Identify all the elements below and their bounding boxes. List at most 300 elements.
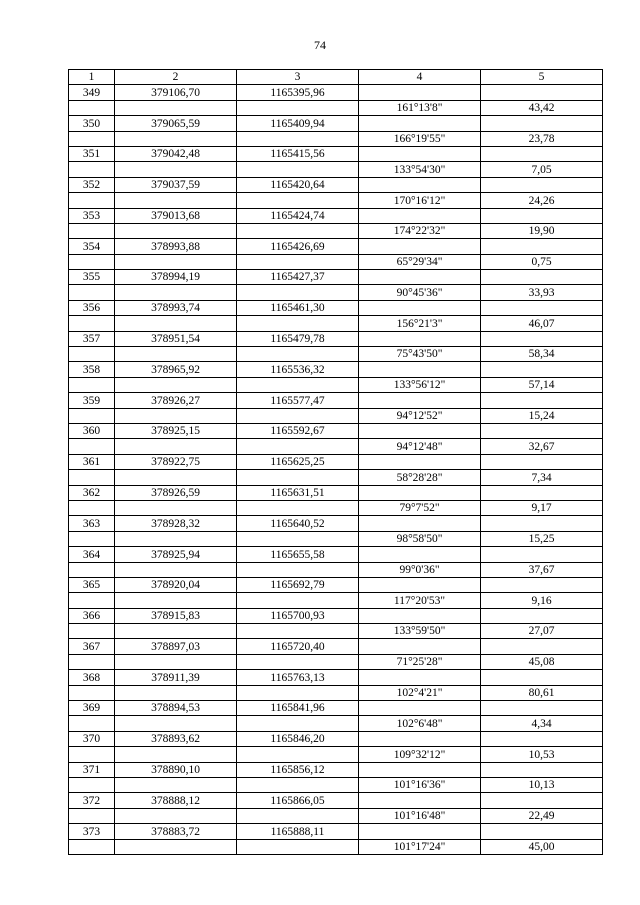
table-row — [69, 300, 603, 315]
table-cell-col-5: 57,14 — [481, 377, 603, 392]
table-cell-col-3 — [237, 808, 359, 823]
table-row — [69, 793, 603, 808]
table-cell-col-2: 378993,74 — [115, 300, 237, 315]
table-cell-col-1 — [69, 716, 115, 731]
table-cell-col-3: 1165625,25 — [237, 454, 359, 469]
table-cell-col-3 — [237, 439, 359, 454]
table-cell-col-5 — [481, 239, 603, 254]
table-cell-col-4 — [359, 701, 481, 716]
table-row — [69, 177, 603, 192]
table-cell-col-3: 1165866,05 — [237, 793, 359, 808]
table-row — [69, 747, 603, 762]
table-cell-col-1 — [69, 408, 115, 423]
table-body — [69, 85, 603, 855]
table-row — [69, 208, 603, 223]
table-cell-col-5 — [481, 547, 603, 562]
table-cell-col-2: 378915,83 — [115, 608, 237, 623]
table-cell-col-2 — [115, 624, 237, 639]
table-cell-col-1: 349 — [69, 85, 115, 100]
table-row — [69, 146, 603, 161]
page-number: 74 — [314, 38, 326, 52]
table-cell-col-4: 65°29'34" — [359, 254, 481, 269]
table-cell-col-3 — [237, 562, 359, 577]
table-cell-col-5 — [481, 208, 603, 223]
table-cell-col-3: 1165426,69 — [237, 239, 359, 254]
table-cell-col-3 — [237, 100, 359, 115]
table-cell-col-5 — [481, 824, 603, 839]
table-cell-col-3: 1165631,51 — [237, 485, 359, 500]
table-cell-col-2: 378993,88 — [115, 239, 237, 254]
table-cell-col-5: 23,78 — [481, 131, 603, 146]
table-row — [69, 362, 603, 377]
table-cell-col-1 — [69, 254, 115, 269]
table-cell-col-2 — [115, 562, 237, 577]
table-cell-col-1: 370 — [69, 731, 115, 746]
table-row — [69, 223, 603, 238]
table-row — [69, 808, 603, 823]
table-cell-col-4: 166°19'55" — [359, 131, 481, 146]
table-cell-col-3 — [237, 347, 359, 362]
table-cell-col-5: 15,25 — [481, 531, 603, 546]
table-row — [69, 239, 603, 254]
table-cell-col-1 — [69, 377, 115, 392]
table-cell-col-3 — [237, 839, 359, 854]
table-cell-col-3 — [237, 408, 359, 423]
table-cell-col-3 — [237, 593, 359, 608]
table-cell-col-5: 19,90 — [481, 223, 603, 238]
table-cell-col-3 — [237, 316, 359, 331]
table-row — [69, 162, 603, 177]
table-cell-col-1: 350 — [69, 116, 115, 131]
table-cell-col-5 — [481, 270, 603, 285]
table-row — [69, 716, 603, 731]
table-cell-col-2: 378890,10 — [115, 762, 237, 777]
table-cell-col-5: 46,07 — [481, 316, 603, 331]
table-row — [69, 470, 603, 485]
table-cell-col-5 — [481, 701, 603, 716]
table-row — [69, 577, 603, 592]
table-row — [69, 454, 603, 469]
table-cell-col-2: 379042,48 — [115, 146, 237, 161]
table-cell-col-5: 58,34 — [481, 347, 603, 362]
table-cell-col-4 — [359, 423, 481, 438]
table-cell-col-1 — [69, 624, 115, 639]
table-cell-col-5: 9,17 — [481, 500, 603, 515]
table-cell-col-1: 352 — [69, 177, 115, 192]
table-cell-col-4 — [359, 393, 481, 408]
table-cell-col-3: 1165577,47 — [237, 393, 359, 408]
table-cell-col-4 — [359, 793, 481, 808]
table-cell-col-2: 379065,59 — [115, 116, 237, 131]
table-cell-col-2 — [115, 716, 237, 731]
table-cell-col-2: 378894,53 — [115, 701, 237, 716]
table-cell-col-1: 361 — [69, 454, 115, 469]
table-cell-col-3: 1165461,30 — [237, 300, 359, 315]
table-cell-col-2: 378951,54 — [115, 331, 237, 346]
table-cell-col-2 — [115, 377, 237, 392]
table-row — [69, 531, 603, 546]
table-cell-col-5 — [481, 116, 603, 131]
table-cell-col-2 — [115, 808, 237, 823]
table-cell-col-2 — [115, 654, 237, 669]
table-cell-col-5 — [481, 146, 603, 161]
table-row — [69, 408, 603, 423]
table-cell-col-1 — [69, 562, 115, 577]
table-cell-col-2 — [115, 685, 237, 700]
table-cell-col-5 — [481, 516, 603, 531]
table-cell-col-3: 1165655,58 — [237, 547, 359, 562]
table-cell-col-1 — [69, 777, 115, 792]
table-cell-col-5: 7,05 — [481, 162, 603, 177]
table-row — [69, 685, 603, 700]
table-cell-col-5 — [481, 793, 603, 808]
table-cell-col-3: 1165409,94 — [237, 116, 359, 131]
table-cell-col-4 — [359, 824, 481, 839]
table-cell-col-5: 33,93 — [481, 285, 603, 300]
table-cell-col-3: 1165720,40 — [237, 639, 359, 654]
table-cell-col-4 — [359, 454, 481, 469]
table-cell-col-1: 359 — [69, 393, 115, 408]
table-cell-col-1: 369 — [69, 701, 115, 716]
table-cell-col-3 — [237, 685, 359, 700]
table-row — [69, 824, 603, 839]
table-cell-col-2 — [115, 593, 237, 608]
table-cell-col-2 — [115, 100, 237, 115]
table-cell-col-2 — [115, 500, 237, 515]
table-row — [69, 85, 603, 100]
table-row — [69, 485, 603, 500]
table-row — [69, 423, 603, 438]
table-cell-col-4: 99°0'36" — [359, 562, 481, 577]
table-cell-col-3 — [237, 377, 359, 392]
table-row — [69, 347, 603, 362]
coordinates-table — [68, 69, 603, 855]
table-cell-col-1 — [69, 685, 115, 700]
table-cell-col-1 — [69, 347, 115, 362]
table-cell-col-1 — [69, 131, 115, 146]
table-cell-col-4 — [359, 239, 481, 254]
table-cell-col-3 — [237, 654, 359, 669]
table-cell-col-4: 101°16'48" — [359, 808, 481, 823]
table-cell-col-1 — [69, 531, 115, 546]
table-cell-col-3: 1165395,96 — [237, 85, 359, 100]
table-cell-col-2: 378928,32 — [115, 516, 237, 531]
table-cell-col-4: 98°58'50" — [359, 531, 481, 546]
table-cell-col-2 — [115, 439, 237, 454]
table-cell-col-5 — [481, 577, 603, 592]
table-cell-col-3: 1165424,74 — [237, 208, 359, 223]
table-cell-col-1: 362 — [69, 485, 115, 500]
table-cell-col-4 — [359, 85, 481, 100]
table-cell-col-3 — [237, 777, 359, 792]
table-cell-col-1: 353 — [69, 208, 115, 223]
table-row — [69, 839, 603, 854]
table-cell-col-5: 0,75 — [481, 254, 603, 269]
table-cell-col-1: 357 — [69, 331, 115, 346]
table-header-row — [69, 70, 603, 85]
table-cell-col-2: 378926,59 — [115, 485, 237, 500]
table-cell-col-3: 1165592,67 — [237, 423, 359, 438]
table-cell-col-4: 94°12'52" — [359, 408, 481, 423]
table-cell-col-4: 133°59'50" — [359, 624, 481, 639]
table-cell-col-2 — [115, 777, 237, 792]
table-cell-col-2: 379013,68 — [115, 208, 237, 223]
table-cell-col-4: 75°43'50" — [359, 347, 481, 362]
table-cell-col-1: 368 — [69, 670, 115, 685]
table-cell-col-2: 378888,12 — [115, 793, 237, 808]
table-cell-col-2: 379037,59 — [115, 177, 237, 192]
table-cell-col-3: 1165692,79 — [237, 577, 359, 592]
table-cell-col-2: 378893,62 — [115, 731, 237, 746]
table-cell-col-5: 43,42 — [481, 100, 603, 115]
table-cell-col-4 — [359, 608, 481, 623]
table-cell-col-2 — [115, 470, 237, 485]
table-cell-col-2 — [115, 531, 237, 546]
table-cell-col-2 — [115, 131, 237, 146]
table-cell-col-3: 1165536,32 — [237, 362, 359, 377]
table-row — [69, 762, 603, 777]
table-cell-col-5 — [481, 485, 603, 500]
table-cell-col-4 — [359, 731, 481, 746]
table-cell-col-2: 378911,39 — [115, 670, 237, 685]
table-cell-col-4 — [359, 547, 481, 562]
header-col-2: 2 — [115, 70, 237, 85]
table-cell-col-1 — [69, 223, 115, 238]
table-cell-col-1 — [69, 747, 115, 762]
table-cell-col-5 — [481, 300, 603, 315]
table-cell-col-1 — [69, 593, 115, 608]
table-cell-col-4: 79°7'52" — [359, 500, 481, 515]
table-cell-col-5 — [481, 731, 603, 746]
table-cell-col-3 — [237, 254, 359, 269]
table-cell-col-1 — [69, 316, 115, 331]
table-cell-col-5: 24,26 — [481, 193, 603, 208]
table-cell-col-3 — [237, 131, 359, 146]
table-cell-col-1 — [69, 100, 115, 115]
table-cell-col-4: 101°17'24" — [359, 839, 481, 854]
table-cell-col-5 — [481, 639, 603, 654]
table-row — [69, 316, 603, 331]
table-cell-col-1: 364 — [69, 547, 115, 562]
table-cell-col-1: 373 — [69, 824, 115, 839]
table-cell-col-5: 45,00 — [481, 839, 603, 854]
table-cell-col-1 — [69, 193, 115, 208]
table-cell-col-2 — [115, 747, 237, 762]
header-col-5: 5 — [481, 70, 603, 85]
table-cell-col-4 — [359, 639, 481, 654]
table-row — [69, 131, 603, 146]
table-cell-col-4 — [359, 331, 481, 346]
table-row — [69, 731, 603, 746]
table-cell-col-3 — [237, 193, 359, 208]
table-cell-col-3 — [237, 470, 359, 485]
table-cell-col-3: 1165427,37 — [237, 270, 359, 285]
table-cell-col-3: 1165700,93 — [237, 608, 359, 623]
table-cell-col-4: 170°16'12" — [359, 193, 481, 208]
table-cell-col-3: 1165763,13 — [237, 670, 359, 685]
table-row — [69, 777, 603, 792]
table-cell-col-5 — [481, 423, 603, 438]
table-cell-col-3: 1165888,11 — [237, 824, 359, 839]
table-cell-col-2 — [115, 839, 237, 854]
table-cell-col-5: 32,67 — [481, 439, 603, 454]
table-cell-col-2: 378926,27 — [115, 393, 237, 408]
table-cell-col-1 — [69, 839, 115, 854]
table-cell-col-2: 379106,70 — [115, 85, 237, 100]
table-cell-col-5: 45,08 — [481, 654, 603, 669]
table-cell-col-3 — [237, 162, 359, 177]
table-cell-col-1: 371 — [69, 762, 115, 777]
table-cell-col-3: 1165856,12 — [237, 762, 359, 777]
table-cell-col-4 — [359, 516, 481, 531]
header-col-1: 1 — [69, 70, 115, 85]
table-cell-col-1 — [69, 439, 115, 454]
table-cell-col-5 — [481, 670, 603, 685]
table-cell-col-5 — [481, 85, 603, 100]
header-col-4: 4 — [359, 70, 481, 85]
table-cell-col-1 — [69, 808, 115, 823]
table-cell-col-2: 378965,92 — [115, 362, 237, 377]
table-row — [69, 701, 603, 716]
table-row — [69, 608, 603, 623]
table-cell-col-5 — [481, 393, 603, 408]
table-cell-col-3 — [237, 531, 359, 546]
table-cell-col-4: 58°28'28" — [359, 470, 481, 485]
table-cell-col-1 — [69, 470, 115, 485]
table-cell-col-4 — [359, 577, 481, 592]
table-cell-col-3 — [237, 624, 359, 639]
table-cell-col-4: 156°21'3" — [359, 316, 481, 331]
table-cell-col-3 — [237, 500, 359, 515]
table-row — [69, 439, 603, 454]
table-cell-col-1: 355 — [69, 270, 115, 285]
table-cell-col-4: 102°4'21" — [359, 685, 481, 700]
table-cell-col-4 — [359, 670, 481, 685]
table-cell-col-2 — [115, 408, 237, 423]
table-row — [69, 639, 603, 654]
table-cell-col-3: 1165640,52 — [237, 516, 359, 531]
table-cell-col-2: 378925,15 — [115, 423, 237, 438]
table-cell-col-5 — [481, 762, 603, 777]
table-cell-col-5: 4,34 — [481, 716, 603, 731]
table-cell-col-4: 109°32'12" — [359, 747, 481, 762]
table-cell-col-1: 351 — [69, 146, 115, 161]
table-cell-col-3: 1165846,20 — [237, 731, 359, 746]
table-cell-col-1 — [69, 162, 115, 177]
table-cell-col-5: 37,67 — [481, 562, 603, 577]
table-cell-col-4 — [359, 177, 481, 192]
table-cell-col-4: 117°20'53" — [359, 593, 481, 608]
table-cell-col-5: 10,53 — [481, 747, 603, 762]
table-cell-col-4 — [359, 362, 481, 377]
table-cell-col-1: 367 — [69, 639, 115, 654]
table-cell-col-4 — [359, 270, 481, 285]
table-cell-col-1: 354 — [69, 239, 115, 254]
table-cell-col-1 — [69, 285, 115, 300]
table-cell-col-1: 363 — [69, 516, 115, 531]
table-row — [69, 331, 603, 346]
table-cell-col-5: 7,34 — [481, 470, 603, 485]
table-cell-col-2 — [115, 254, 237, 269]
table-row — [69, 500, 603, 515]
table-cell-col-5: 15,24 — [481, 408, 603, 423]
table-cell-col-5: 9,16 — [481, 593, 603, 608]
table-cell-col-5 — [481, 454, 603, 469]
table-cell-col-3: 1165841,96 — [237, 701, 359, 716]
table-cell-col-2 — [115, 162, 237, 177]
table-cell-col-3 — [237, 223, 359, 238]
table-row — [69, 670, 603, 685]
table-row — [69, 100, 603, 115]
table-row — [69, 270, 603, 285]
table-cell-col-4: 102°6'48" — [359, 716, 481, 731]
table-cell-col-3: 1165415,56 — [237, 146, 359, 161]
table-cell-col-5: 27,07 — [481, 624, 603, 639]
table-cell-col-2 — [115, 347, 237, 362]
table-cell-col-5 — [481, 331, 603, 346]
table-cell-col-2: 378897,03 — [115, 639, 237, 654]
table-cell-col-4 — [359, 485, 481, 500]
table-cell-col-1: 358 — [69, 362, 115, 377]
table-cell-col-2: 378925,94 — [115, 547, 237, 562]
table-cell-col-5: 80,61 — [481, 685, 603, 700]
table-row — [69, 285, 603, 300]
table-cell-col-5 — [481, 362, 603, 377]
table-cell-col-3 — [237, 747, 359, 762]
table-cell-col-1 — [69, 654, 115, 669]
table-cell-col-5 — [481, 177, 603, 192]
table-row — [69, 116, 603, 131]
table-cell-col-1: 366 — [69, 608, 115, 623]
table-row — [69, 547, 603, 562]
table-cell-col-2 — [115, 193, 237, 208]
table-row — [69, 562, 603, 577]
table-cell-col-1: 372 — [69, 793, 115, 808]
table-cell-col-5: 22,49 — [481, 808, 603, 823]
table-cell-col-4: 133°54'30" — [359, 162, 481, 177]
table-row — [69, 377, 603, 392]
table-cell-col-4: 71°25'28" — [359, 654, 481, 669]
table-cell-col-4 — [359, 116, 481, 131]
table-row — [69, 393, 603, 408]
table-cell-col-5: 10,13 — [481, 777, 603, 792]
table-row — [69, 254, 603, 269]
table-row — [69, 654, 603, 669]
table-cell-col-1: 360 — [69, 423, 115, 438]
table-cell-col-2 — [115, 316, 237, 331]
table-cell-col-2 — [115, 285, 237, 300]
table-cell-col-2: 378922,75 — [115, 454, 237, 469]
table-cell-col-4: 161°13'8" — [359, 100, 481, 115]
table-cell-col-4: 174°22'32" — [359, 223, 481, 238]
table-cell-col-4 — [359, 208, 481, 223]
table-cell-col-2: 378883,72 — [115, 824, 237, 839]
table-cell-col-3 — [237, 716, 359, 731]
table-row — [69, 516, 603, 531]
table-cell-col-4 — [359, 762, 481, 777]
table-cell-col-3: 1165420,64 — [237, 177, 359, 192]
header-col-3: 3 — [237, 70, 359, 85]
table-cell-col-2: 378994,19 — [115, 270, 237, 285]
table-cell-col-2: 378920,04 — [115, 577, 237, 592]
table-row — [69, 624, 603, 639]
table-row — [69, 593, 603, 608]
table-cell-col-4: 101°16'36" — [359, 777, 481, 792]
table-cell-col-2 — [115, 223, 237, 238]
table-row — [69, 193, 603, 208]
table-cell-col-3: 1165479,78 — [237, 331, 359, 346]
table-cell-col-1: 356 — [69, 300, 115, 315]
